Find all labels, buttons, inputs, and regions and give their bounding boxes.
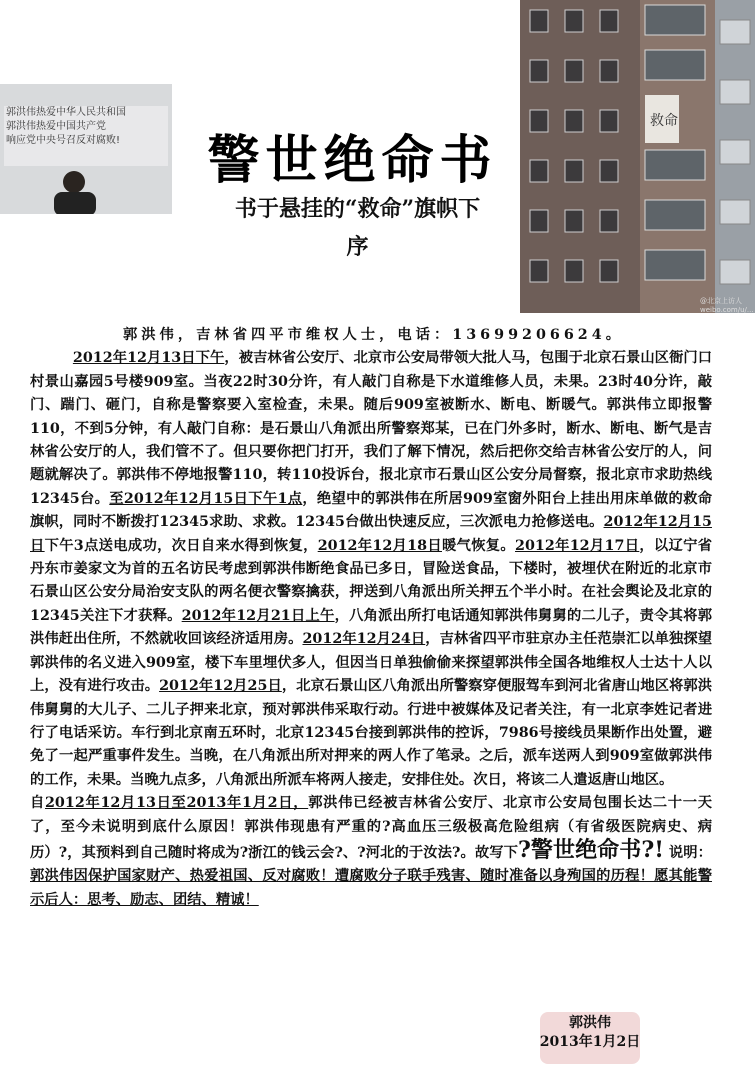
signature-date: 2013年1月2日 [539,1034,641,1050]
text: ，绝望中的郭洪伟在所居909室窗外阳台上挂出用床单做的救命旗帜，同时不断拨打12345求助、求救。12345台做出快速反应，三次派电力抢修送电。 [30,490,713,531]
big-title-inline: ?警世绝命书?! [517,836,664,863]
main-paragraph [30,347,712,792]
text: 郭洪伟已经被吉林省公安厅、北京市公安局包围长达二十一天了，至今未说明到底什么原因！郭洪伟现患有严重的?高血压三级极高危险组病（有省级医院病史、病历）?，其预料到自己随时将成为?浙江的钱云会?、?河北的于汝法?。故写下 [30,795,712,861]
date: 2012年12月15日 [30,514,712,554]
date: 2012年12月25日 [159,678,282,695]
date: 2012年12月13日下午 [72,350,225,367]
text: 自 [30,795,45,812]
date: 2012年12月13日至2013年1月2日， [44,795,309,812]
building-photo [520,0,755,313]
preface-heading: 序 [346,234,369,260]
watermark: @北京上访人 weibo.com/u/... [700,297,754,314]
article-body [30,324,712,912]
note-text: 郭洪伟因保护国家财产、热爱祖国、反对腐败！遭腐败分子联手残害、随时准备以身殉国的历程！愿其能警示后人：思考、励志、团结、精诚！ [30,868,712,908]
date: 2012年12月18日 [317,537,442,554]
signature-name: 郭洪伟 [569,1015,611,1031]
text: 下午3点送电成功，次日自来水得到恢复， [44,537,318,554]
text: ，以辽宁省丹东市姜家文为首的五名访民考虑到郭洪伟断绝食品已多日，冒险送食品，下楼时，被埋伏在附近的北京市石景山区公安分局治安支队的两名便衣警察擒获，押送到八角派出所关押五个半小时。在社会舆论及北京的12345关注下才获释。 [30,537,713,624]
page-subtitle: 书于悬挂的“救命”旗帜下 [234,196,481,222]
text: 暖气恢复。 [442,537,516,554]
date: 2012年12月21日上午 [181,607,335,624]
text: ，北京石景山区八角派出所警察穿便服驾车到河北省唐山地区将郭洪伟舅舅的大儿子、二儿子押来北京，预对郭洪伟采取行动。行进中被媒体及记者关注，有一北京李姓记者进行了电话采访。车行到北京南五环时，北京12345台接到郭洪伟的控诉，7986号接线员果断作出处置，避免了一起严重事件发生。当晚，在八角派出所对押来的两人作了笔录。之后，派车送两人到909室做郭洪伟的工作，未果。当晚九点多，八角派出所派车将两人接走，安排住处。次日，将该二人遣返唐山地区。 [30,678,713,788]
person-figure [0,84,172,214]
text: ，八角派出所打电话通知郭洪伟舅舅的二儿子，责令其将郭洪伟赶出住所，不然就收回该经济适用房。 [30,607,712,648]
closing-paragraph [30,792,712,912]
text: ，被吉林省公安厅、北京市公安局带领大批人马，包围于北京石景山区衙门口村景山嘉园5号楼909室。当夜22时30分许，有人敲门自称是下水道维修人员，未果。23时40分许，敲门、踹门、砸门，自称是警察要入室检查，未果。随后909室被断水、断电、断暖气。郭洪伟立即报警110，不到5分钟，有人敲门自称：是石景山八角派出所警察郑某，已在门外多时，断水、断电、断气是吉林省公安厅的人，我们管不了。但只要你把门打开，我们了解下情况，然后把你交给吉林省公安厅的人，问题就解决了。郭洪伟不停地报警110，转110投诉台，报北京市石景山区公安分局督察，报北京市求助热线12345台。 [30,350,712,507]
banner-line: 响应党中央号召反对腐败! [6,135,121,146]
building-illustration [520,0,755,313]
flag-text: 救命 [650,113,678,129]
date: 至2012年12月15日下午1点 [109,490,303,507]
banner-line: 郭洪伟热爱中华人民共和国 [6,107,126,118]
intro-line: 郭洪伟，吉林省四平市维权人士，电话：13699206624。 [122,327,625,343]
date: 2012年12月24日 [302,631,426,648]
note-label: 说明： [663,844,712,861]
page-title: 警世绝命书 [207,130,498,191]
text: ，吉林省四平市驻京办主任范崇汇以单独探望郭洪伟的名义进入909室，楼下车里埋伏多人，但因当日单独偷偷来探望郭洪伟全国各地维权人士达十人以上，没有进行攻击。 [30,631,713,695]
banner-line: 郭洪伟热爱中国共产党 [6,121,106,132]
protester-photo [0,84,172,214]
date: 2012年12月17日 [515,537,640,554]
signature [530,1014,650,1052]
